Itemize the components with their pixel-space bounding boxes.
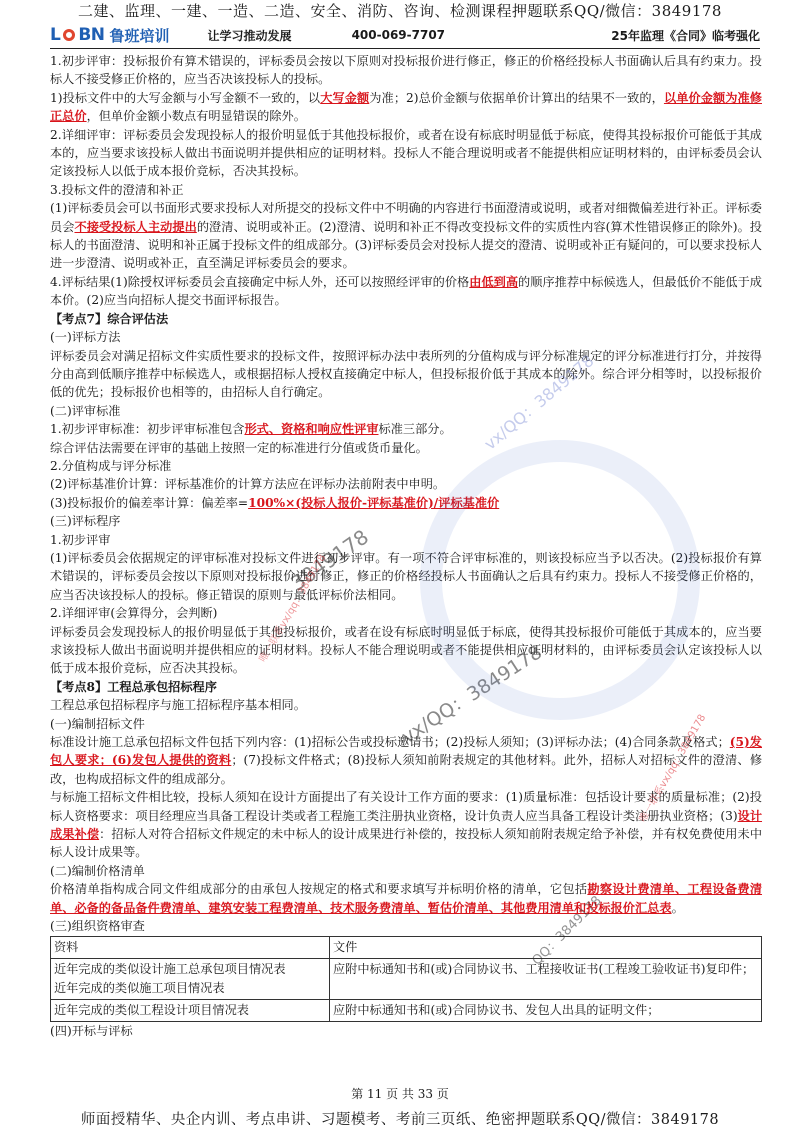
table-cell: 应附中标通知书和(或)合同协议书、工程接收证书(工程竣工验收证书)复印件； <box>330 958 762 999</box>
subheading: (一)评标方法 <box>50 330 121 345</box>
paragraph: 工程总承包招标程序与施工招标程序基本相同。 <box>50 698 306 713</box>
highlight: (5)发包人要求；(6)发包人提供的资料 <box>50 735 762 768</box>
watermark-text: QQ：3849178 <box>529 893 605 969</box>
subheading: (三)组织资格审查 <box>50 919 145 934</box>
highlight: 100%×(投标人报价-评标基准价)/评标基准价 <box>248 495 500 510</box>
paragraph: 评标委员会发现投标人的报价明显低于其他投标报价，或者在设有标底时明显低于标底，使得其投标报价可能低于其成本的，应当要求该投标人做出书面说明并提供相应的证明材料。投标人不能合理说明或者不能提供相应证明材料的，由评标委员会认定该投标人以低于成本报价竞标，应否决其投标。 <box>50 624 762 676</box>
top-banner: 二建、监理、一建、一造、二造、安全、消防、咨询、检测课程押题联系QQ/微信：3849178 <box>78 2 722 20</box>
highlight: 设计成果补偿 <box>50 808 763 842</box>
paragraph: (1)评标委员会可以书面形式要求投标人对所提交的投标文件中不明确的内容进行书面澄清或说明，或者对细微偏差进行补正。评标委员会不接受投标人主动提出的澄清、说明或补正。(2)澄清、说明和补正不得改变投标文件的实质性内容(算术性错误修正的除外)。投标人的书面澄清、说明和补正属于投标文件的组成部分。(3)评标委员会对投标人提交的澄清、说明或补正有疑问的，可以要求投标人进一步澄清、说明或补正，直至满足评标委员会的要求。 <box>50 201 762 271</box>
paragraph: (2)评标基准价计算：评标基准价的计算方法应在评标办法前附表中申明。 <box>50 477 446 492</box>
logo-text: BN <box>78 25 105 45</box>
table-header-row <box>51 936 762 958</box>
section-heading: 【考点8】工程总承包招标程序 <box>50 679 217 694</box>
header-phone: 400-069-7707 <box>351 28 446 42</box>
watermark-seal: 唯一联系vx/qq：3849178 <box>637 712 709 825</box>
table-row <box>51 999 762 1021</box>
subheading: (三)评标程序 <box>50 514 121 529</box>
section-heading: 【考点7】综合评估法 <box>50 311 169 326</box>
watermark-text: vx/QQ：3849178 <box>397 641 547 749</box>
logo <box>50 25 170 46</box>
paragraph: (3)投标报价的偏差率计算：偏差率=100%×(投标人报价-评标基准价)/评标基准价 <box>50 495 500 510</box>
subheading: (二)编制价格清单 <box>50 863 145 878</box>
table-cell: 近年完成的类似设计施工总承包项目情况表 近年完成的类似施工项目情况表 <box>51 958 330 999</box>
paragraph: 4.评标结果(1)除授权评标委员会直接确定中标人外，还可以按照经评审的价格由低到高的顺序推荐中标候选人，但最低价不能低于成本价。(2)应当向招标人提交书面评标报告。 <box>50 274 762 308</box>
watermark-seal: 唯一联系vx/qq：3849178 <box>257 552 329 665</box>
paragraph: 价格清单指构成合同文件组成部分的由承包人按规定的格式和要求填写并标明价格的清单，它包括勘察设计费清单、工程设备费清单、必备的备品备件费清单、建筑安装工程费清单、技术服务费清单、暂估价清单、其他费用清单和投标报价汇总表。 <box>50 882 763 915</box>
paragraph: 2.详细评审(会算得分，会判断) <box>50 606 218 621</box>
header-course-tag: 25年监理《合同》临考强化 <box>611 28 760 43</box>
paragraph: 评标委员会对满足招标文件实质性要求的投标文件，按照评标办法中表所列的分值构成与评分标准规定的评分标准进行打分，并按得分由高到低顺序推荐中标候选人，或根据招标人授权直接确定中标人，但投标报价低于其成本的除外。综合评分相等时，以投标报价低的优先；投标报价也相等的，由招标人自行确定。 <box>50 348 762 400</box>
qualification-table <box>50 936 762 1022</box>
table-cell: 应附中标通知书和(或)合同协议书、发包人出具的证明文件； <box>330 999 762 1021</box>
paragraph: 标准设计施工总承包招标文件包括下列内容：(1)招标公告或投标邀请书；(2)投标人须知；(3)评标办法；(4)合同条款及格式；(5)发包人要求；(6)发包人提供的资料；(7)投标文件格式；(8)投标人须知前附表规定的其他材料。此外，招标人对招标文件的澄清、修改，也构成招标文件的组成部分。 <box>50 735 763 786</box>
paragraph: 1)投标文件中的大写金额与小写金额不一致的，以大写金额为准；2)总价金额与依据单价计算出的结果不一致的，以单价金额为准修正总价，但单价金额小数点有明显错误的除外。 <box>50 90 762 124</box>
highlight: 不接受投标人主动提出 <box>74 219 197 234</box>
watermark-text: 3849178 <box>286 524 373 596</box>
paragraph: 1.初步评审标准：初步评审标准包含形式、资格和响应性评审标准三部分。 <box>50 422 452 437</box>
paragraph: 3.投标文件的澄清和补正 <box>50 182 184 197</box>
paragraph: 1.初步评审：投标报价有算术错误的，评标委员会按以下原则对投标报价进行修正，修正的价格经投标人书面确认后具有约束力。投标人不接受修正价格的，应当否决该投标人的投标。 <box>50 54 762 87</box>
highlight: 以单价金额为准修正总价 <box>50 90 762 124</box>
logo-circle-icon <box>63 29 75 41</box>
paragraph: 2.分值构成与评分标准 <box>50 458 172 473</box>
footer-promo: 师面授精华、央企内训、考点串讲、习题模考、考前三页纸、绝密押题联系QQ/微信：3849178 <box>80 1112 720 1128</box>
highlight: 大写金额 <box>320 90 370 105</box>
watermark-text: vx/QQ：3849178 <box>480 351 598 454</box>
subheading: (四)开标与评标 <box>50 1023 133 1038</box>
page-header <box>50 22 760 49</box>
header-slogan: 让学习推动发展 <box>207 28 292 43</box>
subheading: (二)评审标准 <box>50 403 121 418</box>
highlight: 勘察设计费清单、工程设备费清单、必备的备品备件费清单、建筑安装工程费清单、技术服务费清单、暂估价清单、其他费用清单和投标报价汇总表 <box>50 882 763 915</box>
paragraph: 综合评估法需要在评审的基础上按照一定的标准进行分值或货币量化。 <box>50 440 428 455</box>
logo-cn: 鲁班培训 <box>109 26 170 45</box>
table-row <box>51 958 762 999</box>
paragraph: 2.详细评审：评标委员会发现投标人的报价明显低于其他投标报价，或者在设有标底时明显低于标底，使得其投标报价可能低于其成本的，应当要求该投标人做出书面说明并提供相应的证明材料。投标人不能合理说明或者不能提供相应证明材料的，由评标委员会认定该投标人以低于成本报价竞标，否决其投标。 <box>50 127 762 179</box>
highlight: 由低到高 <box>469 274 519 289</box>
table-cell: 近年完成的类似工程设计项目情况表 <box>51 999 330 1021</box>
highlight: 形式、资格和响应性评审 <box>244 422 379 437</box>
document-body <box>50 52 762 1040</box>
paragraph: 与标施工招标文件相比较，投标人须知在设计方面提出了有关设计工作方面的要求：(1)质量标准：包括设计要求的质量标准；(2)投标人资格要求：项目经理应当具备工程设计类或者工程施工类注册执业资格，设计负责人应当具备工程设计类注册执业资格；(3)设计成果补偿：招标人对符合招标文件规定的未中标人的设计成果进行补偿的，按投标人须知前附表规定给予补偿，并有权免费使用未中标人设计成果等。 <box>50 790 763 860</box>
page-number: 第 11 页 共 33 页 <box>351 1087 449 1101</box>
paragraph: 1.初步评审 <box>50 532 111 547</box>
table-header-cell: 资料 <box>51 936 330 958</box>
paragraph: (1)评标委员会依据规定的评审标准对投标文件进行初步评审。有一项不符合评审标准的，则该投标应当予以否决。(2)投标报价有算术错误的，评标委员会按以下原则对投标报价进行修正，修正的价格经投标人书面确认之后具有约束力。投标人不接受修正价格的，应当否决该投标人的投标。修正错误的原则与最低评标价法相同。 <box>50 550 762 602</box>
table-header-cell: 文件 <box>330 936 762 958</box>
subheading: (一)编制招标文件 <box>50 716 145 731</box>
logo-letter-l: L <box>50 25 61 45</box>
